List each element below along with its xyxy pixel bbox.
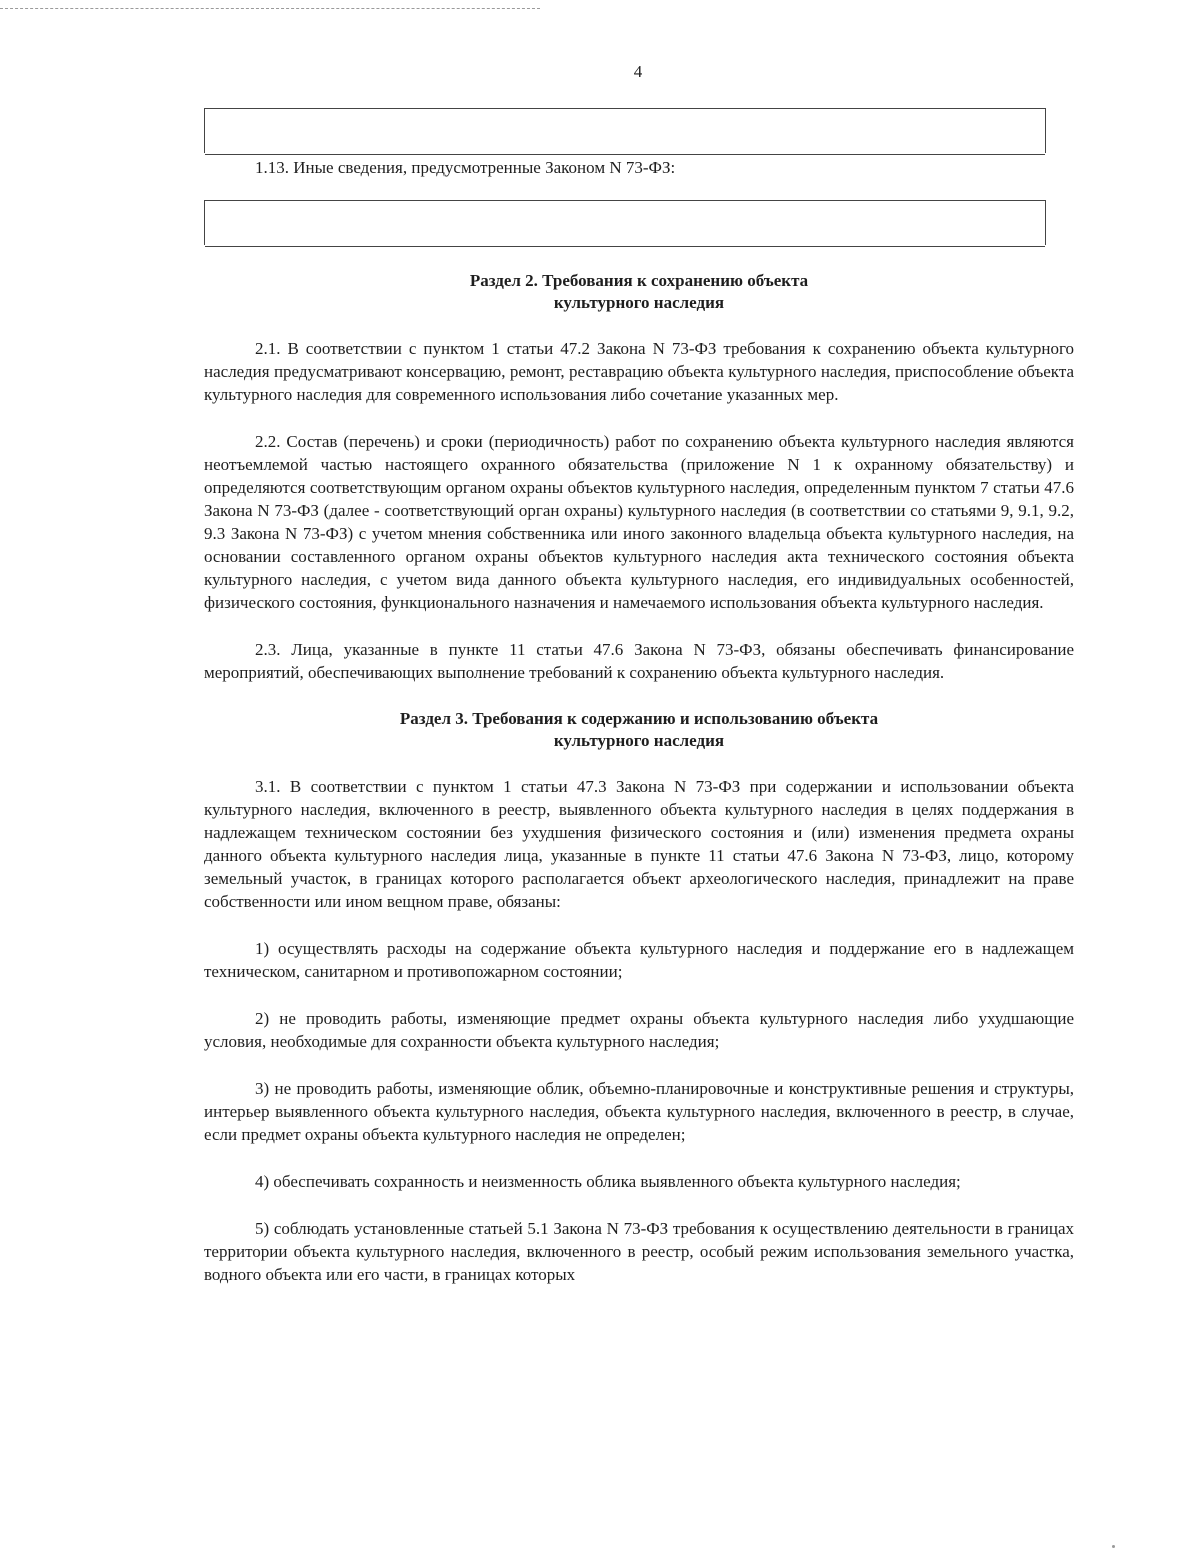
- list-item-1: 1) осуществлять расходы на содержание объекта культурного наследия и поддержание его в надлежащем техническом, санитарном и противопожарном состоянии;: [204, 939, 1074, 981]
- page-number: 4: [633, 62, 643, 81]
- scan-speck: [1112, 1545, 1115, 1548]
- section-3-title-line2: культурного наследия: [553, 731, 725, 750]
- paragraph-2-1: 2.1. В соответствии с пунктом 1 статьи 47.2 Закона N 73-ФЗ требования к сохранению объекта культурного наследия предусматривают консервацию, ремонт, реставрацию объекта культурного наследия, приспособление объекта культурного наследия для современного использования либо сочетание указанных мер.: [204, 339, 1074, 404]
- paragraph-2-3: 2.3. Лица, указанные в пункте 11 статьи 47.6 Закона N 73-ФЗ, обязаны обеспечивать финансирование мероприятий, обеспечивающих выполнение требований к сохранению объекта культурного наследия.: [204, 640, 1074, 682]
- list-item-2: 2) не проводить работы, изменяющие предмет охраны объекта культурного наследия либо ухудшающие условия, необходимые для сохранности объекта культурного наследия;: [204, 1009, 1074, 1051]
- section-3-title-line1: Раздел 3. Требования к содержанию и использованию объекта: [399, 709, 879, 728]
- empty-field-box: [204, 108, 1046, 153]
- section-2-title-line1: Раздел 2. Требования к сохранению объекта: [469, 271, 809, 290]
- section-3-title: [204, 708, 1074, 752]
- section-2-title: [204, 270, 1074, 314]
- paragraph-3-1: 3.1. В соответствии с пунктом 1 статьи 47.3 Закона N 73-ФЗ при содержании и использовании объекта культурного наследия, включенного в реестр, выявленного объекта культурного наследия в целях поддержания в надлежащем техническом состоянии без ухудшения физического состояния и (или) изменения предмета охраны данного объекта культурного наследия лица, указанные в пункте 11 статьи 47.6 Закона N 73-ФЗ, лицо, которому земельный участок, в границах которого располагается объект археологического наследия, принадлежит на праве собственности или ином вещном праве, обязаны:: [204, 777, 1074, 911]
- item-1-13-label: 1.13. Иные сведения, предусмотренные Законом N 73-ФЗ:: [255, 158, 676, 177]
- section-2-title-line2: культурного наследия: [553, 293, 725, 312]
- scan-artifact-line: [0, 8, 540, 9]
- list-item-3: 3) не проводить работы, изменяющие облик, объемно-планировочные и конструктивные решения и структуры, интерьер выявленного объекта культурного наследия, объекта культурного наследия, включенного в реестр, в случае, если предмет охраны объекта культурного наследия не определен;: [204, 1079, 1074, 1144]
- empty-field-box-other-info: [204, 200, 1046, 245]
- list-item-5: 5) соблюдать установленные статьей 5.1 Закона N 73-ФЗ требования к осуществлению деятельности в границах территории объекта культурного наследия, включенного в реестр, особый режим использования земельного участка, водного объекта или его части, в границах которых: [204, 1219, 1074, 1284]
- document-body: [204, 270, 1074, 1310]
- paragraph-2-2: 2.2. Состав (перечень) и сроки (периодичность) работ по сохранению объекта культурного наследия являются неотъемлемой частью настоящего охранного обязательства (приложение N 1 к охранному обязательству) и определяются соответствующим органом охраны объектов культурного наследия, определенным пунктом 7 статьи 47.6 Закона N 73-ФЗ (далее - соответствующий орган охраны) культурного наследия (в соответствии со статьями 9, 9.1, 9.2, 9.3 Закона N 73-ФЗ) с учетом мнения собственника или иного законного владельца объекта культурного наследия, на основании составленного органом охраны объектов культурного наследия акта технического состояния объекта культурного наследия, с учетом вида данного объекта культурного наследия, его индивидуальных особенностей, физического состояния, функционального назначения и намечаемого использования объекта культурного наследия.: [204, 432, 1074, 612]
- list-item-4: 4) обеспечивать сохранность и неизменность облика выявленного объекта культурного наследия;: [255, 1172, 961, 1191]
